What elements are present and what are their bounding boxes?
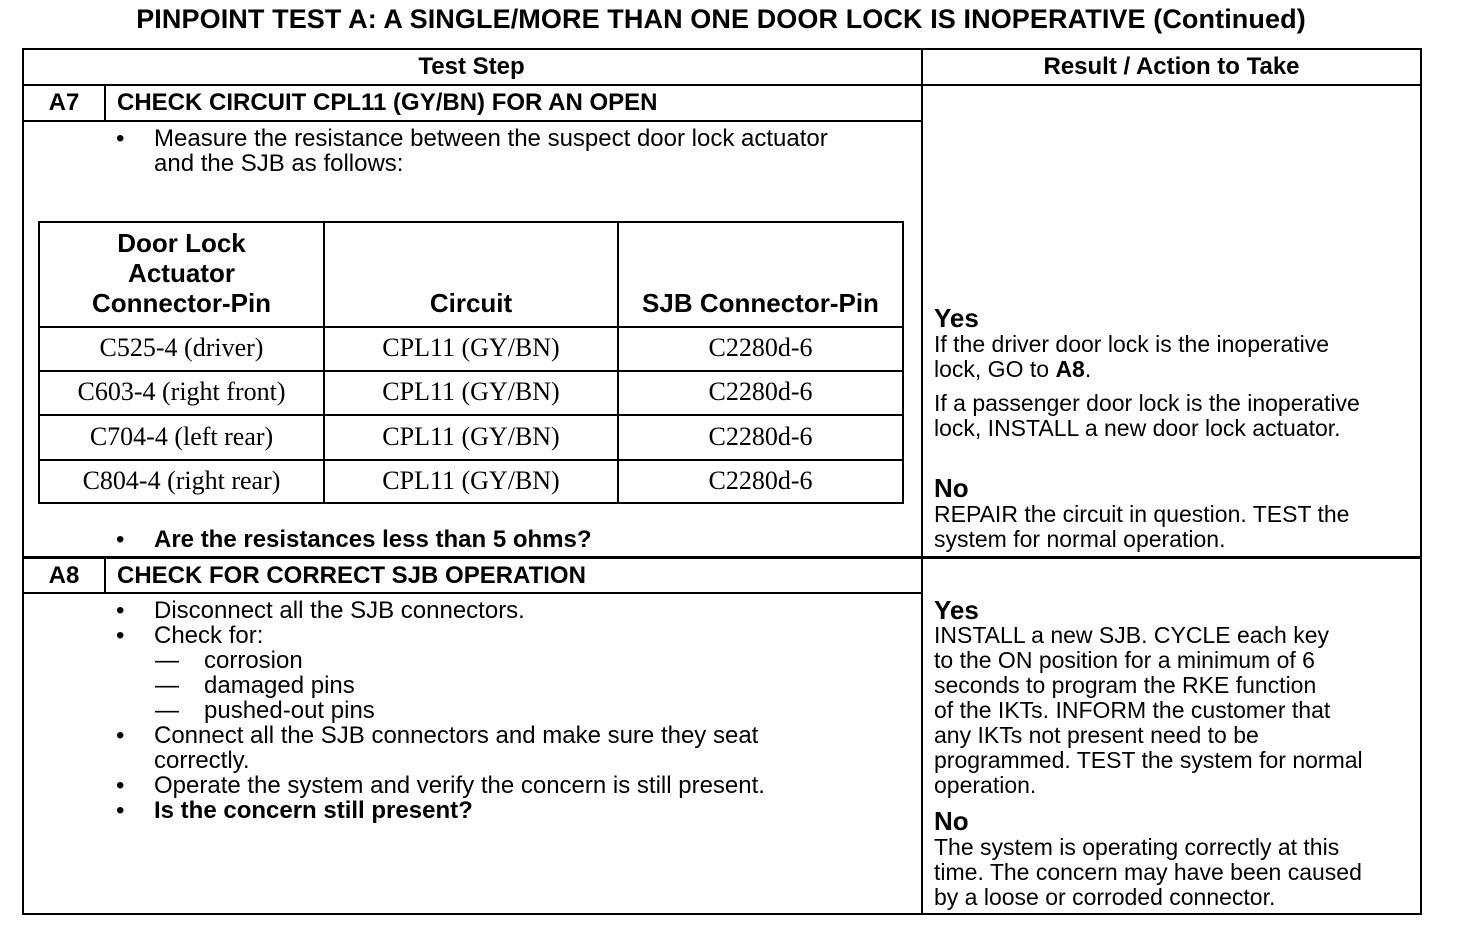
a7-no-text: system for normal operation. [934, 526, 1226, 552]
a8-instruction: Operate the system and verify the concern is still present. [154, 772, 765, 799]
dash: — [155, 647, 179, 674]
go-to-a8-reference: A8 [1055, 356, 1085, 382]
table-cell-sjb: C2280d-6 [708, 377, 813, 406]
step-title-a8: CHECK FOR CORRECT SJB OPERATION [117, 562, 586, 589]
a7-a8-divider [22, 556, 1422, 559]
table-cell-actuator: C525-4 (driver) [99, 333, 264, 362]
table-row-divider [38, 414, 904, 416]
page-title: PINPOINT TEST A: A SINGLE/MORE THAN ONE DOOR LOCK IS INOPERATIVE (Continued) [136, 4, 1306, 34]
a7-id-divider [104, 84, 106, 121]
a8-no-text: The system is operating correctly at this [934, 834, 1340, 860]
a8-id-divider [104, 558, 106, 593]
column-divider [921, 48, 923, 915]
a8-no-text: time. The concern may have been caused [934, 859, 1362, 885]
bullet: • [116, 797, 125, 824]
a7-instruction-line: and the SJB as follows: [154, 150, 404, 177]
a7-yes-text: lock, INSTALL a new door lock actuator. [934, 415, 1341, 441]
a8-title-divider [22, 592, 923, 594]
a8-question: Is the concern still present? [154, 797, 473, 824]
column-header-sjb: SJB Connector-Pin [642, 288, 879, 318]
a8-yes-text: INSTALL a new SJB. CYCLE each key [934, 622, 1330, 648]
a8-no-label: No [934, 806, 969, 836]
a7-yes-label: Yes [934, 303, 979, 333]
a8-instruction: Check for: [154, 622, 264, 649]
a8-yes-text: of the IKTs. INFORM the customer that [934, 697, 1331, 723]
a8-instruction: correctly. [154, 747, 250, 774]
table-row-divider [38, 370, 904, 372]
column-header-actuator: Door Lock Actuator Connector-Pin [91, 228, 272, 318]
bullet: • [116, 722, 125, 749]
table-cell-actuator: C804-4 (right rear) [82, 466, 281, 495]
table-cell-circuit: CPL11 (GY/BN) [382, 333, 560, 362]
header-test-step: Test Step [418, 53, 525, 80]
a8-yes-text: to the ON position for a minimum of 6 [934, 647, 1315, 673]
a7-yes-text: If the driver door lock is the inoperative [934, 331, 1330, 357]
table-cell-circuit: CPL11 (GY/BN) [382, 377, 560, 406]
a7-question: Are the resistances less than 5 ohms? [154, 526, 592, 553]
a8-yes-label: Yes [934, 595, 979, 625]
table-cell-sjb: C2280d-6 [708, 422, 813, 451]
a8-instruction: Connect all the SJB connectors and make sure they seat [154, 722, 759, 749]
table-row-divider [38, 459, 904, 461]
a8-yes-text: any IKTs not present need to be [934, 722, 1259, 748]
a8-check-item: corrosion [204, 647, 303, 674]
a8-yes-text: seconds to program the RKE function [934, 672, 1317, 698]
bullet: • [116, 526, 125, 553]
a7-yes-text: lock, GO to A8. [934, 356, 1092, 382]
bullet: • [116, 125, 125, 152]
bullet: • [116, 772, 125, 799]
a7-yes-text: If a passenger door lock is the inoperative [934, 390, 1360, 416]
table-row-divider [38, 326, 904, 328]
a8-yes-text: operation. [934, 772, 1037, 798]
bullet: • [116, 597, 125, 624]
header-result: Result / Action to Take [1043, 53, 1300, 80]
table-cell-circuit: CPL11 (GY/BN) [382, 422, 560, 451]
a8-check-item: pushed-out pins [204, 697, 375, 724]
column-header-circuit: Circuit [429, 288, 513, 318]
table-cell-sjb: C2280d-6 [708, 466, 813, 495]
a7-title-divider [22, 120, 923, 122]
table-cell-actuator: C603-4 (right front) [77, 377, 286, 406]
a7-no-text: REPAIR the circuit in question. TEST the [934, 501, 1350, 527]
bullet: • [116, 622, 125, 649]
a7-no-label: No [934, 473, 969, 503]
dash: — [155, 697, 179, 724]
a8-instruction: Disconnect all the SJB connectors. [154, 597, 525, 624]
step-id-a8: A8 [48, 562, 80, 589]
dash: — [155, 672, 179, 699]
step-title-a7: CHECK CIRCUIT CPL11 (GY/BN) FOR AN OPEN [117, 89, 658, 116]
table-cell-actuator: C704-4 (left rear) [89, 422, 274, 451]
a7-instruction-line: Measure the resistance between the suspect door lock actuator [154, 125, 828, 152]
table-cell-sjb: C2280d-6 [708, 333, 813, 362]
header-divider [22, 84, 1422, 86]
step-id-a7: A7 [48, 89, 80, 116]
a8-check-item: damaged pins [204, 672, 355, 699]
table-cell-circuit: CPL11 (GY/BN) [382, 466, 560, 495]
a8-yes-text: programmed. TEST the system for normal [934, 747, 1363, 773]
a8-no-text: by a loose or corroded connector. [934, 884, 1276, 910]
